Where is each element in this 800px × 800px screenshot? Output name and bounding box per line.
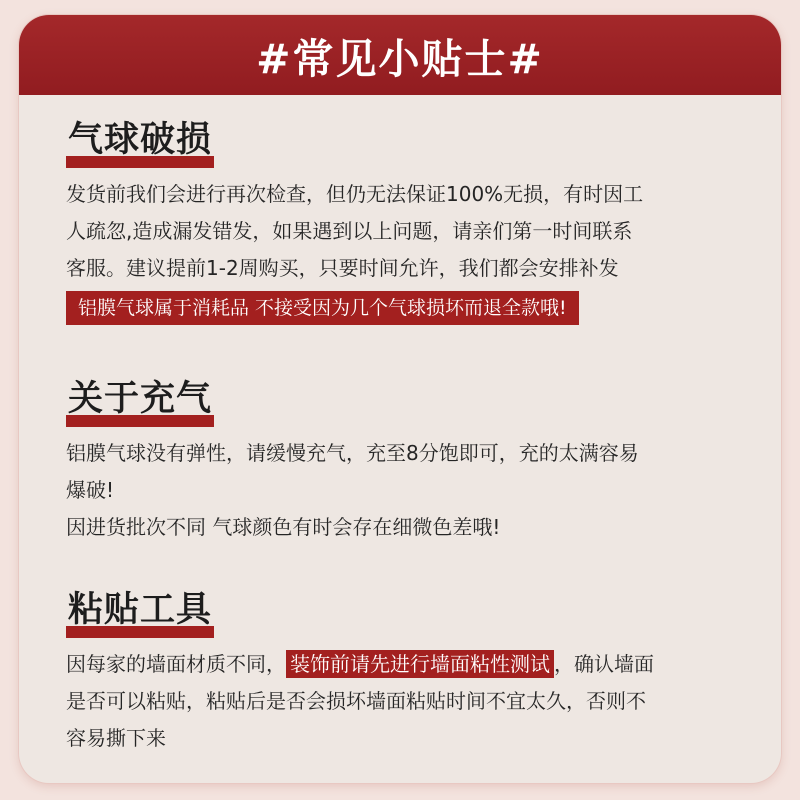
section-balloon-damage — [66, 120, 746, 326]
body-line: 是否可以粘贴，粘贴后是否会损坏墙面粘贴时间不宜太久，否则不 — [66, 689, 646, 713]
body-text-segment: 因每家的墙面材质不同， — [66, 652, 286, 676]
section-heading — [66, 379, 214, 427]
section-body — [66, 435, 746, 546]
heading-text: 关于充气 — [68, 379, 213, 419]
heading-text: 粘贴工具 — [68, 590, 213, 630]
body-line — [66, 646, 746, 683]
body-line: 爆破! — [66, 478, 115, 502]
section-heading — [66, 590, 214, 638]
highlight-text: 装饰前请先进行墙面粘性测试 — [286, 650, 554, 678]
section-body — [66, 646, 746, 757]
body-line: 因进货批次不同 气球颜色有时会存在细微色差哦! — [66, 515, 501, 539]
body-line: 人疏忽,造成漏发错发，如果遇到以上问题，请亲们第一时间联系 — [66, 219, 633, 243]
body-text-segment: ，确认墙面 — [554, 652, 654, 676]
heading-text: 气球破损 — [68, 120, 213, 160]
tips-card — [19, 15, 781, 783]
section-body — [66, 176, 746, 326]
body-line: 客服。建议提前1-2周购买，只要时间允许，我们都会安排补发 — [66, 256, 619, 280]
notice-banner: 铝膜气球属于消耗品 不接受因为几个气球损坏而退全款哦! — [66, 291, 579, 325]
body-line: 容易撕下来 — [66, 726, 166, 750]
body-line: 铝膜气球没有弹性，请缓慢充气，充至8分饱即可，充的太满容易 — [66, 441, 639, 465]
section-adhesive-tools — [66, 590, 746, 757]
body-line: 发货前我们会进行再次检查，但仍无法保证100%无损，有时因工 — [66, 182, 644, 206]
title-banner — [19, 15, 781, 95]
section-inflation — [66, 379, 746, 546]
page-title: #常见小贴士# — [256, 34, 544, 83]
section-heading — [66, 120, 214, 168]
